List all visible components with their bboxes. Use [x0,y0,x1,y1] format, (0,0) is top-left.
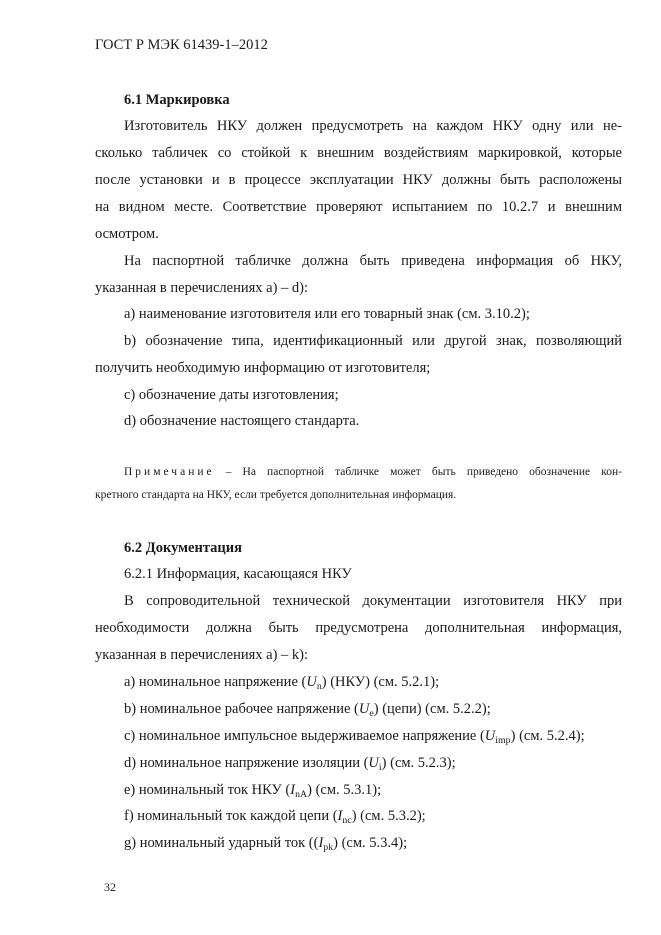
paragraph-line: В сопроводительной технической документации изготовителя НКУ при [124,593,622,609]
paragraph-line: указанная в перечислениях а) – k): [95,647,309,663]
paragraph-line: На паспортной табличке должна быть приведена информация об НКУ, [124,253,622,269]
doc-list-item-g: g) номинальный ударный ток ($(I_{pk})$ (см. 5.3.4); [124,835,408,853]
note-label: Примечание [124,466,215,478]
note-line-2: кретного стандарта на НКУ, если требуется дополнительная информация. [95,489,457,501]
page-number: 32 [104,880,116,894]
paragraph-line: необходимости должна быть предусмотрена дополнительная информация, [95,620,622,636]
doc-list-item-e: e) номинальный ток НКУ $(I_{nA})$ (см. 5.3.1); [124,782,382,800]
paragraph-line: сколько табличек со стойкой к внешним воздействиям маркировкой, которые [95,145,622,161]
list-item-b: b) обозначение типа, идентификационный или другой знак, позволяющий [124,333,622,349]
note-line [124,466,622,478]
list-item-b-cont: получить необходимую информацию от изготовителя; [95,360,431,376]
list-item-a: а) наименование изготовителя или его товарный знак (см. 3.10.2); [124,306,530,322]
paragraph-line: осмотром. [95,226,159,242]
section-6-1-heading: 6.1 Маркировка [124,92,230,108]
list-item-d: d) обозначение настоящего стандарта. [124,413,360,429]
section-6-2-heading: 6.2 Документация [124,540,242,556]
paragraph-line: на видном месте. Соответствие проверяют испытанием по 10.2.7 и внешним [95,199,622,215]
doc-list-item-a: а) номинальное напряжение $(U_n)$ (НКУ) (см. 5.2.1); [124,674,440,692]
doc-list-item-f: f) номинальный ток каждой цепи $(I_{nc})$ (см. 5.3.2); [124,808,426,826]
document-header: ГОСТ Р МЭК 61439-1–2012 [95,37,268,53]
list-item-c: c) обозначение даты изготовления; [124,387,339,403]
note-text: – На паспортной табличке может быть приведено обозначение кон- [214,466,622,478]
paragraph-line: указанная в перечислениях а) – d): [95,280,309,296]
paragraph-line: после установки и в процессе эксплуатации НКУ должны быть расположены [95,172,622,188]
doc-list-item-d: d) номинальное напряжение изоляции $(U_i)$ (см. 5.2.3); [124,755,456,773]
doc-list-item-b: b) номинальное рабочее напряжение $(U_e)$ (цепи) (см. 5.2.2); [124,701,491,719]
doc-list-item-c: c) номинальное импульсное выдерживаемое напряжение $(U_{imp})$ (см. 5.2.4); [124,728,585,746]
paragraph-line: Изготовитель НКУ должен предусмотреть на каждом НКУ одну или не- [124,118,622,134]
subsection-6-2-1-heading: 6.2.1 Информация, касающаяся НКУ [124,566,352,582]
